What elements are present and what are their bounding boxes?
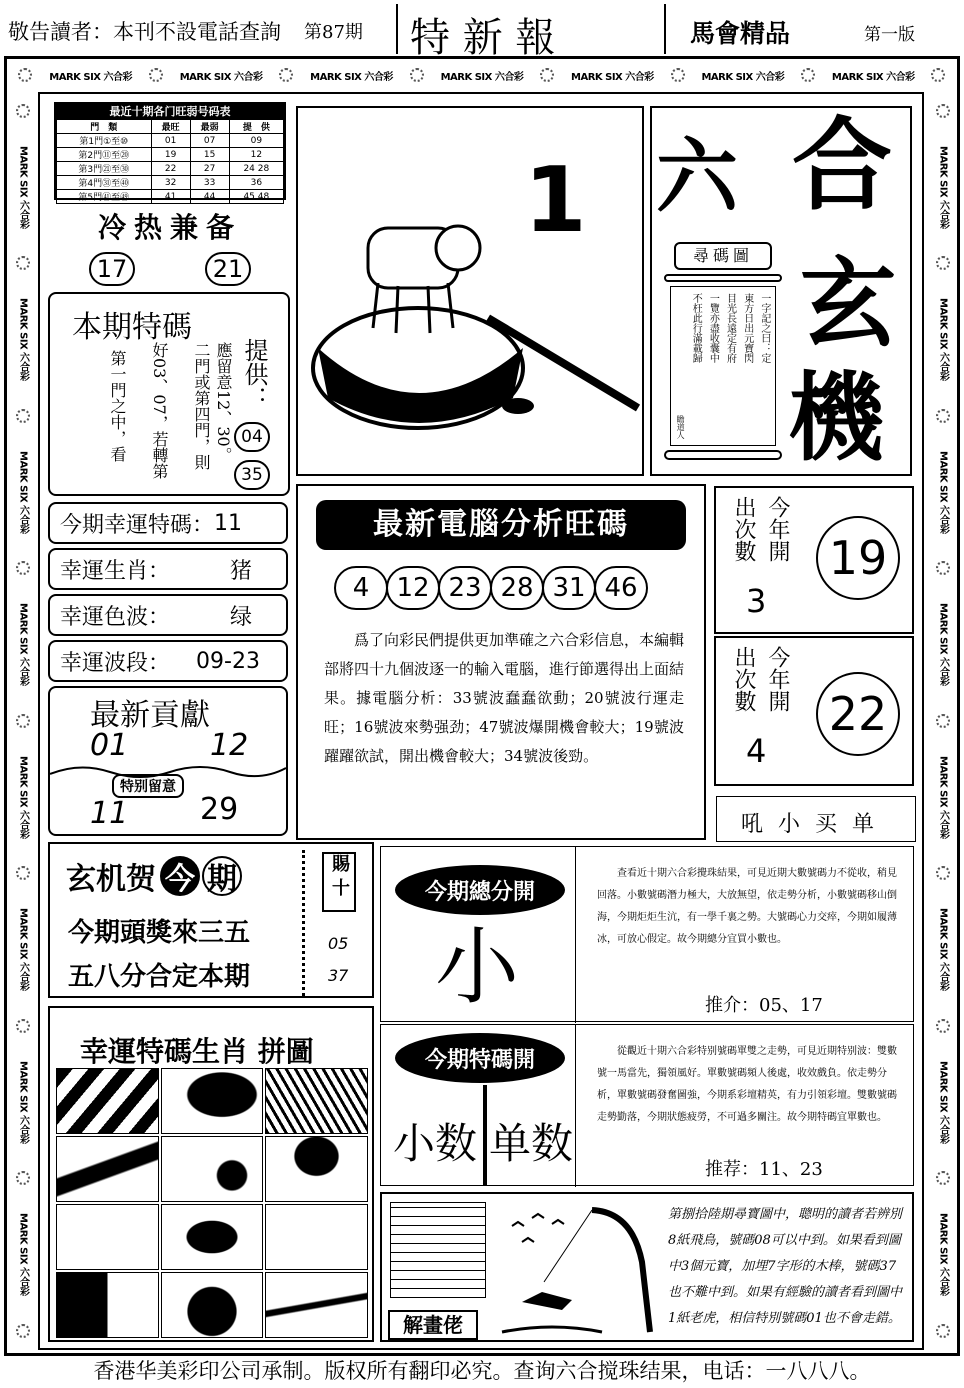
special-open-label: 今期特碼開 — [395, 1033, 565, 1083]
lucky-code-label: 今期幸運特碼： — [60, 512, 215, 538]
puzzle-tile — [161, 1272, 264, 1338]
puzzle-tile — [56, 1272, 159, 1338]
yearly-number: 19 — [816, 516, 900, 600]
contribution-number: 12 — [210, 728, 249, 763]
flower-icon — [16, 714, 30, 728]
cold-hot-section — [54, 206, 286, 290]
flower-icon — [671, 68, 685, 82]
contribution-number: 01 — [90, 728, 129, 763]
yearly-number: 22 — [816, 672, 900, 756]
lucky-color-box — [48, 594, 288, 636]
flower-icon — [936, 104, 950, 118]
liuhe-char: 玄 — [800, 247, 896, 360]
special-code-text: 應留意12、30。 — [214, 342, 233, 463]
scroll-text: 目光長遠定有府 — [724, 293, 736, 363]
lucky-code-value: 11 — [214, 510, 243, 536]
puzzle-tile — [265, 1272, 368, 1338]
yearly-count: 3 — [746, 582, 767, 620]
stats-table-title: 最近十期各门旺弱号码表 — [56, 104, 284, 119]
cold-hot-label: 冷热兼备 — [97, 211, 242, 244]
xuanji-number: 37 — [328, 966, 349, 985]
puzzle-tile — [265, 1136, 368, 1202]
flower-icon — [936, 866, 950, 880]
header-bar — [0, 0, 964, 61]
liuhe-char: 六 — [656, 129, 739, 225]
cow-drawing — [298, 108, 642, 474]
total-open-recommend: 推介：05、17 — [705, 995, 823, 1016]
flower-icon — [16, 1019, 30, 1033]
lucky-range-label: 幸運波段： — [60, 650, 171, 676]
flower-icon — [936, 1019, 950, 1033]
scroll-text: 東方日出元寶閃 — [741, 293, 753, 363]
special-code-provide: 提供： — [240, 338, 268, 410]
computer-box — [296, 484, 706, 840]
yearly-label: 今年開 — [765, 496, 790, 562]
scroll-text: 不枉此行滿載歸 — [690, 293, 702, 363]
border-strip-right: MARK SIX 六合彩 MARK SIX 六合彩 MARK SIX 六合彩 MARK SIX 六合彩 MARK SIX 六合彩 MARK SIX 六合彩 MARK SIX 六合彩 MARK SIX 六合彩 — [926, 90, 960, 1352]
yearly-label: 今年開 — [765, 646, 790, 712]
computer-title: 最新電腦分析旺碼 — [316, 500, 686, 550]
contribution-number: 11 — [90, 796, 129, 831]
yearly-box-1 — [714, 486, 914, 634]
flower-icon — [16, 256, 30, 270]
flower-icon — [936, 409, 950, 423]
puzzle-tile — [56, 1136, 159, 1202]
flower-icon — [936, 1324, 950, 1338]
flower-icon — [18, 68, 32, 82]
book-illustration — [390, 1202, 486, 1298]
border-strip-left: MARK SIX 六合彩 MARK SIX 六合彩 MARK SIX 六合彩 MARK SIX 六合彩 MARK SIX 六合彩 MARK SIX 六合彩 MARK SIX 六合彩 MARK SIX 六合彩 — [6, 90, 40, 1352]
computer-number: 12 — [386, 566, 440, 610]
table-row: 第4門㉛至㊵ 32 33 36 — [57, 176, 284, 190]
special-open-text: 從觀近十期六合彩特别號碼單雙之走勢，可見近期特别波：雙數號一馬當先，獨領風好。單數號碼頻人後處，收效戲負。依走勢分析，單數號碼發奮圖強，今期系彩壇精英，有力引領彩壇。雙數號碼走勢勤落，今期狀態疲勞，不可過多關注。故今期特碼宜單數也。 — [597, 1046, 897, 1123]
special-open-box — [380, 1024, 914, 1186]
puzzle-grid — [56, 1068, 368, 1338]
scroll-text: 一覽亦盡收囊中 — [707, 293, 719, 363]
puzzle-tile — [265, 1068, 368, 1134]
computer-number: 23 — [438, 566, 492, 610]
liuhe-char: 合 — [792, 106, 892, 224]
header-notice: 敬告讀者：本刊不設電話查詢 — [8, 20, 281, 44]
picture-text: 第捌拾陸期尋寶圖中，聰明的讀者若辨別8紙飛鳥，號碼08可以中到。如果看到圖中3個元寶，加埋7字形的木棒，號碼37也不難中到。如果有經驗的讀者看到圖中1紙老虎，相信特別號碼01也不會走錯。 — [668, 1207, 903, 1326]
special-open-char: 单数 — [489, 1119, 574, 1168]
computer-number: 46 — [594, 566, 648, 610]
flower-icon — [801, 68, 815, 82]
flower-icon — [540, 68, 554, 82]
special-open-recommend: 推荐：11、23 — [705, 1159, 823, 1180]
special-code-box — [48, 292, 290, 496]
stats-table-box — [54, 102, 286, 203]
yearly-label: 出次數 — [731, 496, 756, 562]
computer-text: 爲了向彩民們提供更加準確之六合彩信息，本編輯部將四十九個波逐一的輸入電腦，進行節選得出上面結果。據電腦分析：33號波蠢蠢欲動；20號波行運走旺；16號波來勢强劲；47號波爆開機會較大；19號波躍躍欲試，開出機會較大；34號波後勁。 — [324, 631, 685, 765]
fishing-illustration — [492, 1202, 662, 1342]
cold-hot-number: 21 — [205, 252, 251, 286]
header-title: 特 新 報 — [410, 15, 556, 61]
header-edition: 第一版 — [864, 25, 915, 45]
puzzle-box — [48, 1006, 374, 1342]
contribution-number: 29 — [200, 792, 239, 827]
small-bet-box — [716, 796, 916, 842]
yearly-box-2 — [714, 636, 914, 786]
picture-box — [380, 1192, 914, 1342]
illustration-number: 1 — [524, 148, 587, 253]
lucky-zodiac-box — [48, 548, 288, 590]
lucky-code-box — [48, 502, 288, 544]
table-row: 第3門㉑至㉚ 22 27 24 28 — [57, 162, 284, 176]
header-issue: 第87期 — [304, 22, 363, 43]
liuhe-xuanji-box — [650, 106, 912, 476]
puzzle-tile — [161, 1068, 264, 1134]
stats-table — [56, 119, 284, 204]
special-code-text: 第一門之中，看 — [108, 350, 127, 462]
lucky-color-value: 绿 — [230, 604, 253, 630]
flower-icon — [410, 68, 424, 82]
table-row: 第1門①至⑩ 01 07 09 — [57, 134, 284, 148]
puzzle-tile — [265, 1204, 368, 1270]
computer-number: 4 — [334, 566, 388, 610]
scroll-text: 一字記之曰：定 — [758, 293, 770, 363]
header-subtitle: 馬會精品 — [690, 19, 791, 48]
special-open-char: 小数 — [393, 1119, 478, 1168]
special-code-title: 本期特碼 — [72, 310, 192, 345]
xuanji-title: 玄机贺 — [66, 862, 156, 897]
xuanji-box — [48, 842, 374, 998]
table-row: 第5門㊶至㊾ 41 44 45 48 — [57, 190, 284, 204]
flower-icon — [16, 1171, 30, 1185]
special-code-text: 二門或第四門，則 — [192, 342, 211, 470]
puzzle-tile — [56, 1068, 159, 1134]
xuanji-tag: 賜 十 — [322, 852, 356, 912]
table-row: 第2門⑪至⑳ 19 15 12 — [57, 148, 284, 162]
contribution-note: 特别留意 — [112, 774, 184, 798]
total-open-label: 今期總分開 — [395, 865, 565, 915]
table-header-row: 門 類 最旺 最弱 提 供 — [57, 120, 284, 134]
special-code-number: 35 — [234, 460, 270, 490]
flower-icon — [16, 866, 30, 880]
yearly-label: 出次數 — [731, 646, 756, 712]
scroll — [664, 242, 782, 470]
puzzle-tile — [56, 1204, 159, 1270]
liuhe-char: 機 — [788, 361, 884, 474]
puzzle-title: 幸運特碼生肖 拼圖 — [80, 1035, 314, 1068]
flower-icon — [149, 68, 163, 82]
scroll-title: 尋碼圖 — [674, 242, 772, 270]
flower-icon — [936, 1171, 950, 1185]
flower-icon — [279, 68, 293, 82]
xuanji-line: 今期頭獎來三五 — [68, 918, 251, 948]
contribution-title: 最新貢獻 — [90, 698, 210, 733]
flower-icon — [16, 561, 30, 575]
flower-icon — [16, 104, 30, 118]
xuanji-number: 05 — [328, 934, 349, 953]
picture-label: 解畫佬 — [388, 1310, 478, 1340]
computer-number: 31 — [542, 566, 596, 610]
yearly-count: 4 — [746, 732, 767, 770]
computer-number: 28 — [490, 566, 544, 610]
special-code-number: 04 — [234, 422, 270, 452]
small-bet-title: 吼 小 买 单 — [741, 812, 878, 837]
footer: 香港华美彩印公司承制。版权所有翻印必究。查询六合搅珠结果，电话：一八八八。 — [93, 1359, 871, 1383]
border-strip-top: MARK SIX 六合彩 MARK SIX 六合彩 MARK SIX 六合彩 MARK SIX 六合彩 MARK SIX 六合彩 MARK SIX 六合彩 MARK SIX 六合彩 — [10, 58, 954, 92]
flower-icon — [936, 256, 950, 270]
puzzle-tile — [161, 1204, 264, 1270]
lucky-range-value: 09-23 — [196, 648, 260, 674]
flower-icon — [936, 561, 950, 575]
lucky-range-box — [48, 640, 288, 682]
cold-hot-number: 17 — [89, 252, 135, 286]
xuanji-line: 五八分合定本期 — [68, 962, 251, 992]
total-open-big-char: 小 — [435, 918, 520, 1016]
lucky-zodiac-value: 猪 — [230, 558, 253, 584]
flower-icon — [936, 714, 950, 728]
xuanji-title-outline: 期 — [202, 856, 242, 896]
special-code-text: 好03、07，若轉第 — [150, 342, 169, 479]
flower-icon — [931, 68, 945, 82]
total-open-box — [380, 846, 914, 1022]
scroll-sign: 瞻道人 — [676, 415, 686, 439]
total-open-text: 查看近十期六合彩攪珠結果，可見近期大數號碼力不從收，稍見回落。小數號碼潛力極大，大放無望，依走勢分析，小數號碼移山倒海，今期炬炬生沆，有一學千裏之勢。大號碼心力交瘁，今期如履薄冰，可放心假定。故今期總分宜買小數也。 — [597, 868, 897, 945]
flower-icon — [16, 1324, 30, 1338]
cow-illustration — [296, 106, 644, 476]
puzzle-tile — [161, 1136, 264, 1202]
contribution-box — [48, 686, 288, 836]
lucky-color-label: 幸運色波： — [60, 604, 171, 630]
lucky-zodiac-label: 幸運生肖： — [60, 558, 171, 584]
xuanji-title-highlight: 今 — [160, 856, 200, 896]
scroll-body — [670, 286, 776, 446]
flower-icon — [16, 409, 30, 423]
